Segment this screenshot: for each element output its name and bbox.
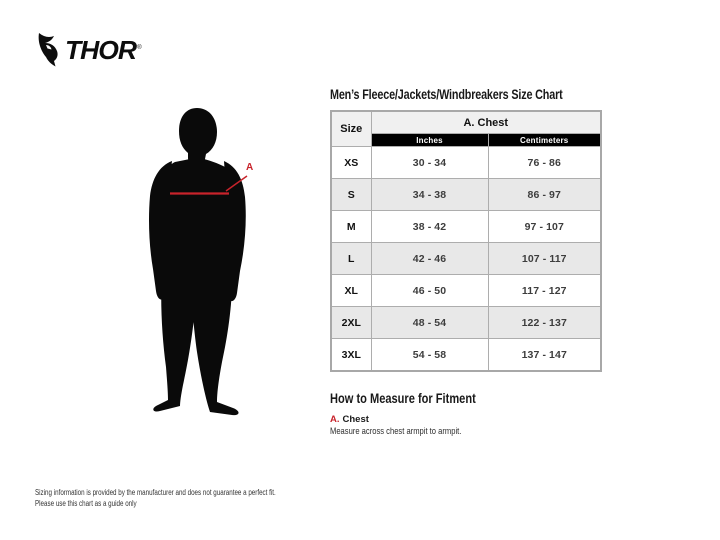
sizing-disclaimer-line2: Please use this chart as a guide only <box>35 498 137 508</box>
thor-logo <box>36 33 139 67</box>
measure-item-chest <box>330 414 369 425</box>
sizing-disclaimer <box>35 488 276 509</box>
inches-cell: 54 - 58 <box>371 339 488 372</box>
inches-cell: 46 - 50 <box>371 275 488 307</box>
centimeters-cell: 107 - 117 <box>488 243 601 275</box>
male-silhouette-diagram <box>138 100 313 435</box>
centimeters-cell: 122 - 137 <box>488 307 601 339</box>
centimeters-cell: 76 - 86 <box>488 147 601 179</box>
how-to-measure-heading: How to Measure for Fitment <box>330 391 476 406</box>
table-row <box>331 243 601 275</box>
registered-trademark: ® <box>137 45 141 52</box>
centimeters-cell: 137 - 147 <box>488 339 601 372</box>
table-row <box>331 275 601 307</box>
size-cell: XL <box>331 275 371 307</box>
inches-cell: 38 - 42 <box>371 211 488 243</box>
size-cell: M <box>331 211 371 243</box>
male-silhouette <box>149 108 246 415</box>
centimeters-cell: 117 - 127 <box>488 275 601 307</box>
measure-item-key: A. <box>330 414 340 425</box>
inches-cell: 48 - 54 <box>371 307 488 339</box>
sizing-disclaimer-line1: Sizing information is provided by the manufacturer and does not guarantee a perfect fit. <box>35 488 276 497</box>
size-cell: XS <box>331 147 371 179</box>
table-row <box>331 179 601 211</box>
measure-item-description: Measure across chest armpit to armpit. <box>330 426 462 437</box>
size-chart-table <box>330 110 602 372</box>
column-header-inches: Inches <box>371 134 488 147</box>
column-header-size: Size <box>331 111 371 147</box>
inches-cell: 30 - 34 <box>371 147 488 179</box>
chest-measurement-label: A <box>246 162 254 173</box>
size-cell: S <box>331 179 371 211</box>
table-row <box>331 147 601 179</box>
size-chart-title: Men’s Fleece/Jackets/Windbreakers Size Chart <box>330 87 563 102</box>
inches-cell: 34 - 38 <box>371 179 488 211</box>
table-row <box>331 307 601 339</box>
size-cell: 2XL <box>331 307 371 339</box>
size-cell: L <box>331 243 371 275</box>
inches-cell: 42 - 46 <box>371 243 488 275</box>
measure-item-name: Chest <box>342 414 369 425</box>
thor-wordmark-text: THOR <box>65 35 137 65</box>
column-header-chest: A. Chest <box>371 111 601 134</box>
table-row <box>331 339 601 372</box>
size-cell: 3XL <box>331 339 371 372</box>
thor-wordmark <box>65 37 141 63</box>
table-row <box>331 211 601 243</box>
centimeters-cell: 97 - 107 <box>488 211 601 243</box>
column-header-centimeters: Centimeters <box>488 134 601 147</box>
thor-helmet-icon <box>36 33 62 67</box>
centimeters-cell: 86 - 97 <box>488 179 601 211</box>
